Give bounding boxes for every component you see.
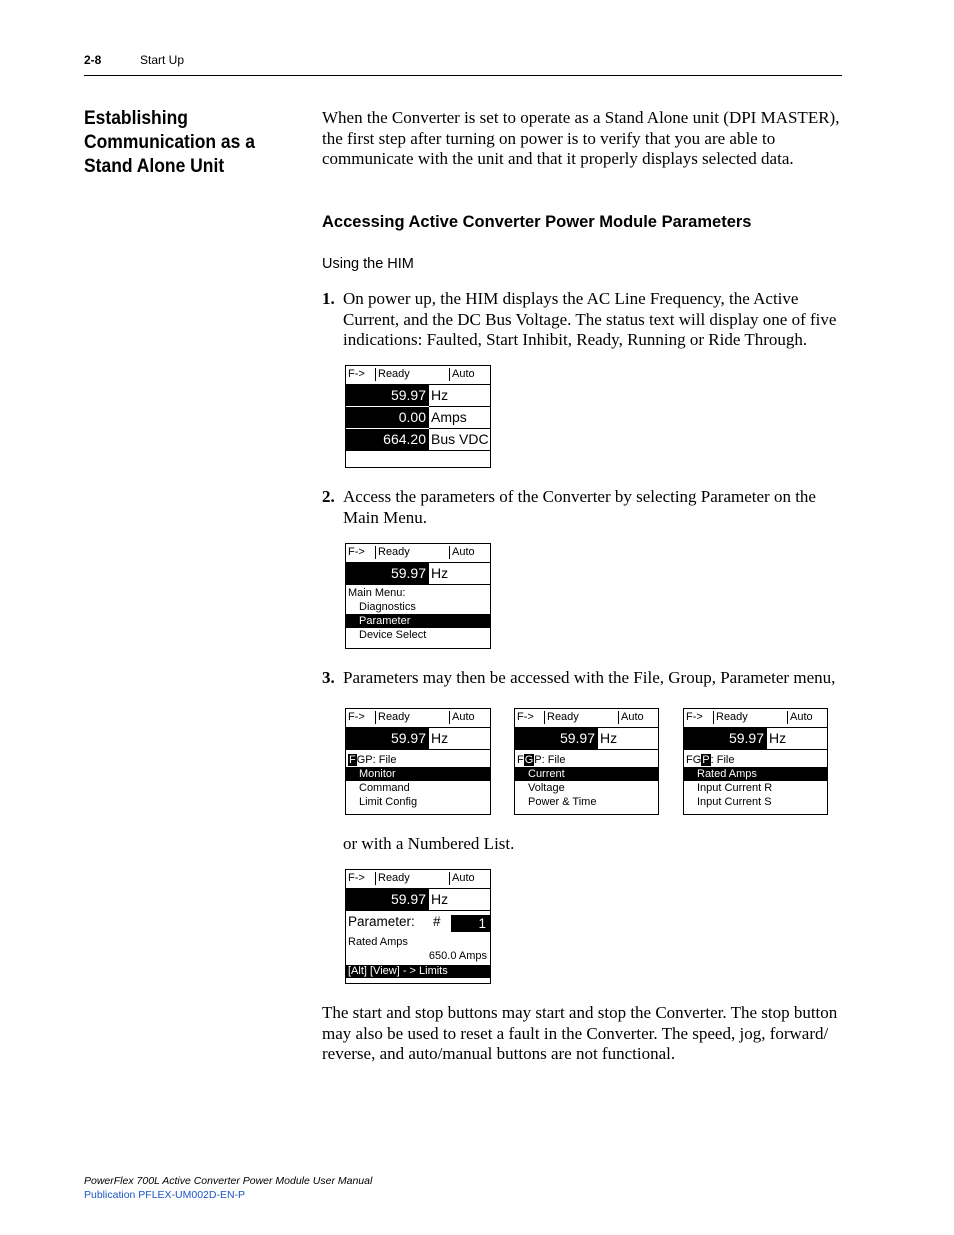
him-unit: Hz <box>600 730 618 746</box>
param-name: Rated Amps <box>348 936 408 948</box>
him-unit: Hz <box>431 565 449 581</box>
fgp-cursor: F <box>349 754 356 766</box>
him-direction: F-> <box>517 711 534 723</box>
him-status-bar <box>684 709 827 728</box>
him-unit: Hz <box>769 730 787 746</box>
him-mode: Auto <box>452 546 475 558</box>
subheading: Accessing Active Converter Power Module Parameters <box>322 213 752 231</box>
header-rule <box>84 75 842 76</box>
him-status-bar <box>346 544 490 563</box>
him-unit: Hz <box>431 891 449 907</box>
him-value: 59.97 <box>346 385 429 406</box>
param-hash: # <box>433 914 441 929</box>
intro-paragraph: When the Converter is set to operate as a Stand Alone unit (DPI MASTER), the first step after turning on power is to verify that you are able to communicate with the unit and that it properly displays selected data. <box>322 108 840 168</box>
fgp-line <box>346 753 490 767</box>
him-unit: Hz <box>431 730 449 746</box>
footer-manual-title: PowerFlex 700L Active Converter Power Module User Manual <box>84 1175 373 1187</box>
him-screen-group <box>514 708 659 815</box>
fgp-prefix: F <box>517 754 524 766</box>
fgp-label: : File <box>710 754 735 766</box>
him-status-bar <box>515 709 658 728</box>
him-value: 0.00 <box>346 407 429 428</box>
him-unit: Bus VDC <box>431 431 489 447</box>
numbered-list-text: or with a Numbered List. <box>343 834 515 853</box>
him-status-bar <box>346 366 490 385</box>
param-value: 650.0 Amps <box>428 950 487 962</box>
menu-item[interactable]: Monitor <box>346 767 490 781</box>
him-state: Ready <box>378 872 410 884</box>
using-him-label: Using the HIM <box>322 256 414 272</box>
him-mode: Auto <box>790 711 813 723</box>
him-screen-status <box>345 365 491 468</box>
step-1-text: On power up, the HIM displays the AC Line Frequency, the Active Current, and the DC Bus Voltage. The status text will display one of five indications: Faulted, Start Inhibit, Ready, Running or Ride Through. <box>343 289 837 349</box>
footer-publication-link[interactable]: Publication PFLEX-UM002D-EN-P <box>84 1189 246 1201</box>
him-state: Ready <box>378 368 410 380</box>
him-unit: Hz <box>431 387 449 403</box>
him-mode: Auto <box>452 872 475 884</box>
him-mode: Auto <box>621 711 644 723</box>
him-state: Ready <box>716 711 748 723</box>
him-state: Ready <box>378 711 410 723</box>
fgp-prefix: FG <box>686 754 702 766</box>
menu-item[interactable]: Command <box>359 782 410 794</box>
fgp-line <box>684 753 827 767</box>
him-menu <box>346 753 490 809</box>
him-screen-file <box>345 708 491 815</box>
menu-title: Main Menu: <box>348 587 406 599</box>
him-value: 59.97 <box>684 728 767 749</box>
him-state: Ready <box>547 711 579 723</box>
him-direction: F-> <box>348 368 365 380</box>
step-3-text: Parameters may then be accessed with the File, Group, Parameter menu, <box>343 668 836 687</box>
param-label: Parameter: <box>348 914 415 929</box>
him-menu <box>684 753 827 809</box>
fgp-line <box>515 753 658 767</box>
fgp-label: GP: File <box>356 754 397 766</box>
menu-item[interactable]: Voltage <box>528 782 565 794</box>
step-1-number: 1. <box>322 289 335 308</box>
menu-item[interactable]: Input Current R <box>697 782 773 794</box>
him-value: 59.97 <box>346 889 429 910</box>
menu-item[interactable]: Rated Amps <box>684 767 827 781</box>
him-value: 59.97 <box>346 728 429 749</box>
him-state: Ready <box>378 546 410 558</box>
section-name: Start Up <box>140 53 185 67</box>
him-direction: F-> <box>686 711 703 723</box>
him-screen-numbered <box>345 869 491 984</box>
fgp-cursor: P <box>702 754 710 766</box>
menu-item[interactable]: Input Current S <box>697 796 772 808</box>
step-3-number: 3. <box>322 668 335 687</box>
him-unit: Amps <box>431 409 467 425</box>
menu-item-parameter[interactable]: Parameter <box>346 614 490 628</box>
menu-item[interactable]: Limit Config <box>359 796 418 808</box>
menu-item[interactable]: Power & Time <box>528 796 597 808</box>
him-value: 59.97 <box>346 563 429 584</box>
him-value: 664.20 <box>346 429 429 450</box>
closing-paragraph: The start and stop buttons may start and stop the Converter. The stop button may also be used to reset a fault in the Converter. The speed, jog, forward/ reverse, and auto/manual buttons are not functional. <box>322 1003 838 1063</box>
him-status-bar <box>346 870 490 889</box>
menu-item[interactable]: Current <box>515 767 658 781</box>
him-mode: Auto <box>452 711 475 723</box>
him-screen-parameter <box>683 708 828 815</box>
him-direction: F-> <box>348 711 365 723</box>
menu-item-device-select[interactable]: Device Select <box>359 629 427 641</box>
step-2-text: Access the parameters of the Converter by selecting Parameter on the Main Menu. <box>343 487 816 527</box>
fgp-label: P: File <box>534 754 566 766</box>
step-2-number: 2. <box>322 487 335 506</box>
him-value: 59.97 <box>515 728 598 749</box>
him-alt-bar: [Alt] [View] - > Limits <box>346 965 490 978</box>
page-number: 2-8 <box>84 53 102 67</box>
him-status-bar <box>346 709 490 728</box>
him-direction: F-> <box>348 872 365 884</box>
him-menu <box>515 753 658 809</box>
him-screen-main-menu <box>345 543 491 649</box>
him-mode: Auto <box>452 368 475 380</box>
param-number-input[interactable]: 1 <box>451 915 490 932</box>
him-direction: F-> <box>348 546 365 558</box>
fgp-cursor: G <box>524 754 534 766</box>
him-menu <box>346 586 490 642</box>
menu-item-diagnostics[interactable]: Diagnostics <box>359 601 416 613</box>
section-title: Establishing Communication as a Stand Alone Unit <box>84 108 255 177</box>
